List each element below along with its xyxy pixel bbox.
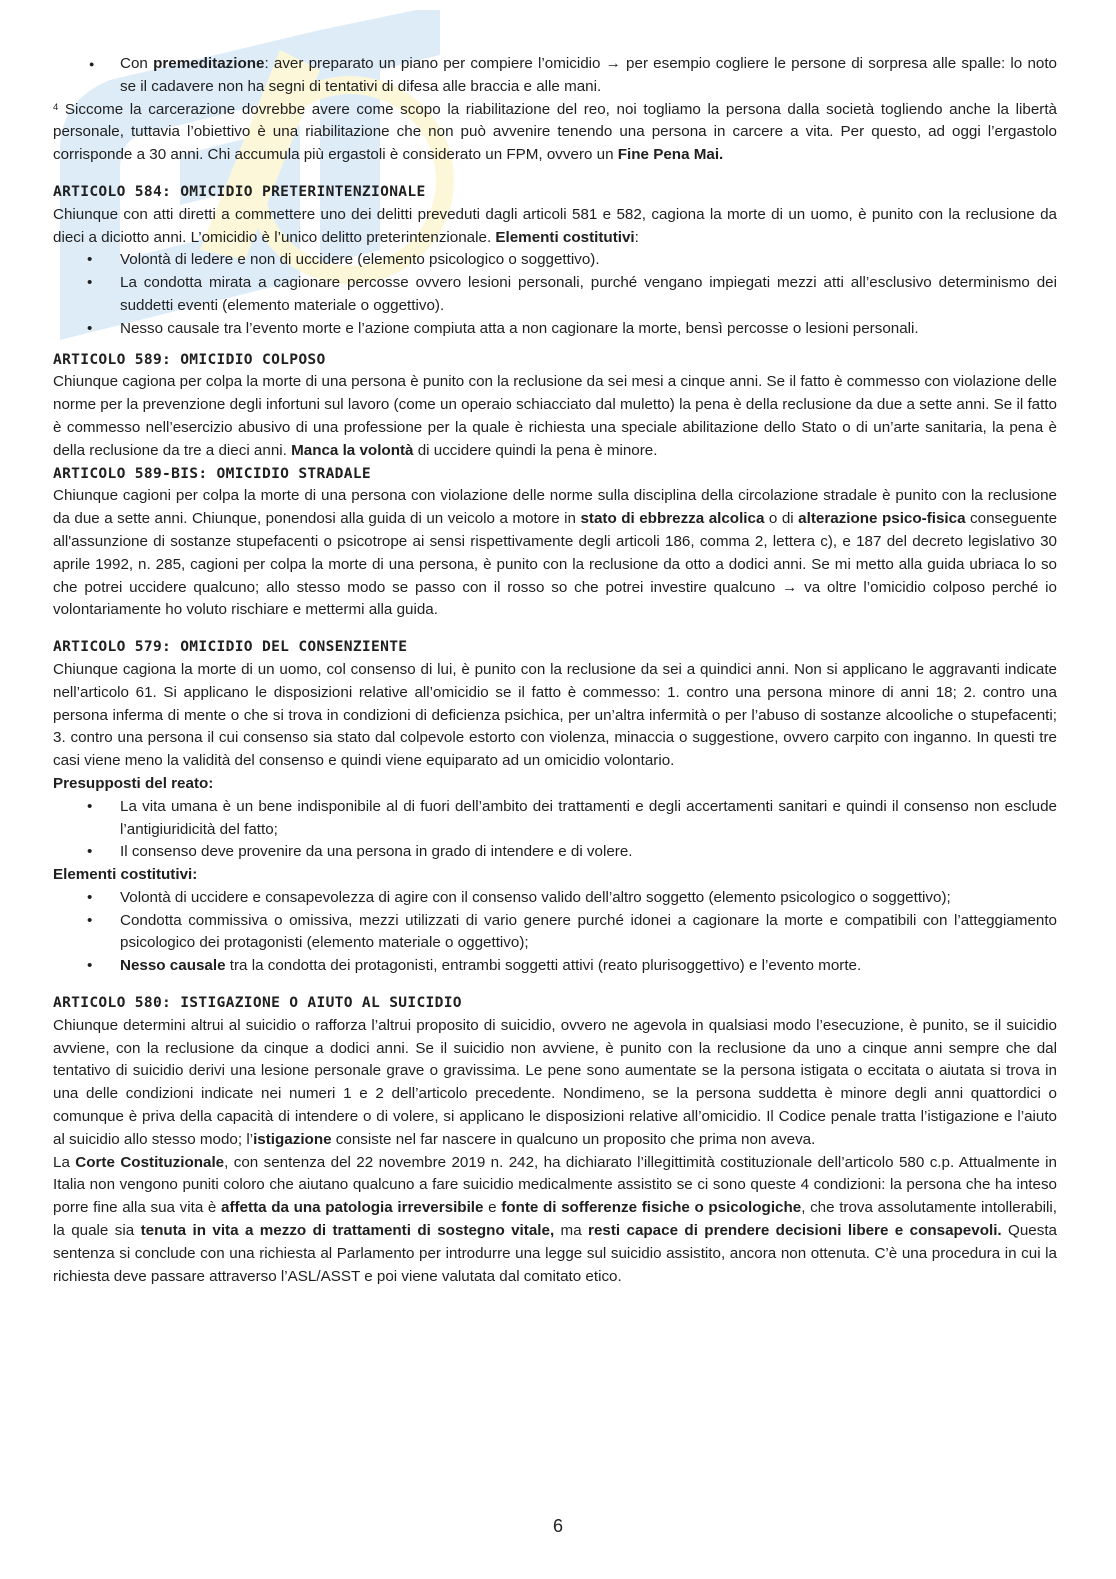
heading-art-589-bis: ARTICOLO 589-BIS: OMICIDIO STRADALE xyxy=(53,464,372,482)
paragraph-corte-costituzionale: La Corte Costituzionale, con sentenza del 22 novembre 2019 n. 242, ha dichiarato l’illegittimità costituzionale dell’articolo 580 c.p. Attualmente in Italia non vengono puniti coloro che aiutano qualcuno a fare suicidio medicalmente assistito se ci sono queste 4 condizioni: la persona che ha inteso porre fine alla sua vita è affetta da una patologia irreversibile e fonte di sofferenze fisiche o psicologiche, che trova assolutamente intollerabili, la quale sia tenuta in vita a mezzo di trattamenti di sostegno vitale, ma resti capace di prendere decisioni libere e consapevoli. Questa sentenza si conclude con una richiesta al Parlamento per introdurre una legge sul suicidio assistito, ancora non ottenuta. C’è una procedura in cui la richiesta deve passare attraverso l’ASL/ASST e poi viene valutata dal comitato etico. xyxy=(53,1153,1058,1285)
art-584-elements-list xyxy=(53,249,1057,340)
document-body xyxy=(53,53,1057,1288)
heading-art-589: ARTICOLO 589: OMICIDIO COLPOSO xyxy=(53,350,326,368)
presupposti-label: Presupposti del reato: xyxy=(53,774,214,792)
list-item: • La condotta mirata a cagionare percosse ovvero lesioni personali, purché vengano impiegati mezzi atti all’esclusivo determinismo dei suddetti eventi (elemento materiale o oggettivo). xyxy=(53,272,1057,318)
paragraph-art-584: Chiunque con atti diretti a commettere uno dei delitti preveduti dagli articoli 581 e 582, cagiona la morte di un uomo, è punito con la reclusione da dieci a diciotto anni. L’omicidio è l’unico delitto preterintenzionale. Elementi costitutivi: xyxy=(53,205,1057,246)
footnote: $^4$ Siccome la carcerazione dovrebbe avere come scopo la riabilitazione del reo, noi togliamo la persona dalla società togliendo anche la libertà personale, tuttavia l’obiettivo è una riabilitazione che non può avvenire tenendo una persona in carcere a vita. Per questo, ad oggi l’ergastolo corrisponde a 30 anni. Chi accumula più ergastoli è considerato un FPM, ovvero un Fine Pena Mai. xyxy=(53,100,1057,164)
heading-art-579: ARTICOLO 579: OMICIDIO DEL CONSENZIENTE xyxy=(53,638,408,656)
presupposti-list xyxy=(53,796,1057,864)
page-number: 6 xyxy=(552,1516,563,1536)
elementi-label: Elementi costitutivi: xyxy=(53,866,198,884)
list-item: ● Con premeditazione: aver preparato un piano per compiere l’omicidio → per esempio cogliere le persone di sorpresa alle spalle: lo noto se il cadavere non ha segni di tentativi di difesa alle braccia e alle mani. xyxy=(53,53,1057,99)
elementi-list xyxy=(53,887,1057,978)
list-item: • Il consenso deve provenire da una persona in grado di intendere e di volere. xyxy=(53,841,1057,864)
list-item: • Volontà di ledere e non di uccidere (elemento psicologico o soggettivo). xyxy=(53,249,1057,272)
paragraph-art-589-bis: Chiunque cagioni per colpa la morte di una persona con violazione delle norme sulla disciplina della circolazione stradale è punito con la reclusione da due a sette anni. Chiunque, ponendosi alla guida di un veicolo a motore in stato di ebbrezza alcolica o di alterazione psico-fisica conseguente all'assunzione di sostanze stupefacenti o psicotrope ai sensi rispettivamente degli articoli 186, comma 2, lettera c), e 187 del decreto legislativo 30 aprile 1992, n. 285, cagioni per colpa la morte di una persona, è punito con la reclusione da otto a dodici anni. Se mi metto alla guida ubriaca lo so che potrei uccidere qualcuno; allo stesso modo se passo con il rosso so che potrei investire qualcuno → va oltre l’omicidio colposo perché io volontariamente ho voluto rischiare e mettermi alla guida. xyxy=(53,487,1058,619)
list-item: • Volontà di uccidere e consapevolezza di agire con il consenso valido dell’altro soggetto (elemento psicologico o soggettivo); xyxy=(53,887,1057,910)
list-item: • Nesso causale tra l’evento morte e l’azione compiuta atta a non cagionare la morte, bensì percosse o lesioni personali. xyxy=(53,318,1057,341)
list-item: • Nesso causale tra la condotta dei protagonisti, entrambi soggetti attivi (reato plurisoggettivo) e l’evento morte. xyxy=(53,955,1057,978)
list-item: • Condotta commissiva o omissiva, mezzi utilizzati di vario genere purché idonei a cagionare la morte e compatibili con l’atteggiamento psicologico dei protagonisti (elemento materiale o oggettivo); xyxy=(53,910,1057,956)
list-item: • La vita umana è un bene indisponibile al di fuori dell’ambito dei trattamenti e degli accertamenti sanitari e quindi il consenso non esclude l’antigiuridicità del fatto; xyxy=(53,796,1057,842)
paragraph-art-580: Chiunque determini altrui al suicidio o rafforza l’altrui proposito di suicidio, ovvero ne agevola in qualsiasi modo l’esecuzione, è punito, se il suicidio avviene, con la reclusione da cinque a dodici anni. Se il suicidio non avviene, è punito con la reclusione da uno a cinque anni sempre che dal tentativo di suicidio derivi una lesione personale grave o gravissima. Le pene sono aumentate se la persona istigata o eccitata o aiutata si trova in una delle condizioni indicate nei numeri 1 e 2 dell’articolo precedente. Nondimeno, se la persona suddetta è minore degli anni quattordici o comunque è priva della capacità di intendere o di volere, si applicano le disposizioni relative all’omicidio. Il Codice penale tratta l’istigazione e l’aiuto al suicidio allo stesso modo; l’istigazione consiste nel far nascere in qualcuno un proposito che prima non aveva. xyxy=(53,1016,1057,1148)
paragraph-art-579: Chiunque cagiona la morte di un uomo, col consenso di lui, è punito con la reclusione da sei a quindici anni. Non si applicano le aggravanti indicate nell’articolo 61. Si applicano le disposizioni relative all’omicidio se il fatto è commesso: 1. contro una persona minore di anni 18; 2. contro una persona inferma di mente o che si trova in condizioni di deficienza psichica, per un’altra infermità o per l’abuso di sostanze alcooliche o stupefacenti; 3. contro una persona il cui consenso sia stato dal colpevole estorto con violenza, minaccia o suggestione, ovvero carpito con inganno. In questi tre casi viene meno la validità del consenso e quindi viene equiparato ad un omicidio volontario. xyxy=(53,660,1057,770)
paragraph-art-589: Chiunque cagiona per colpa la morte di una persona è punito con la reclusione da sei mesi a cinque anni. Se il fatto è commesso con violazione delle norme per la prevenzione degli infortuni sul lavoro (come un operaio schiacciato dal muletto) la pena è della reclusione da due a sette anni. Se il fatto è commesso nell’esercizio abusivo di una professione per la quale è richiesta una speciale abilitazione dello Stato o di un’arte sanitaria, la pena è della reclusione da tre a dieci anni. Manca la volontà di uccidere quindi la pena è minore. xyxy=(53,373,1057,459)
premeditation-list xyxy=(53,53,1057,99)
heading-art-580: ARTICOLO 580: ISTIGAZIONE O AIUTO AL SUICIDIO xyxy=(53,994,462,1012)
heading-art-584: ARTICOLO 584: OMICIDIO PRETERINTENZIONALE xyxy=(53,182,426,200)
